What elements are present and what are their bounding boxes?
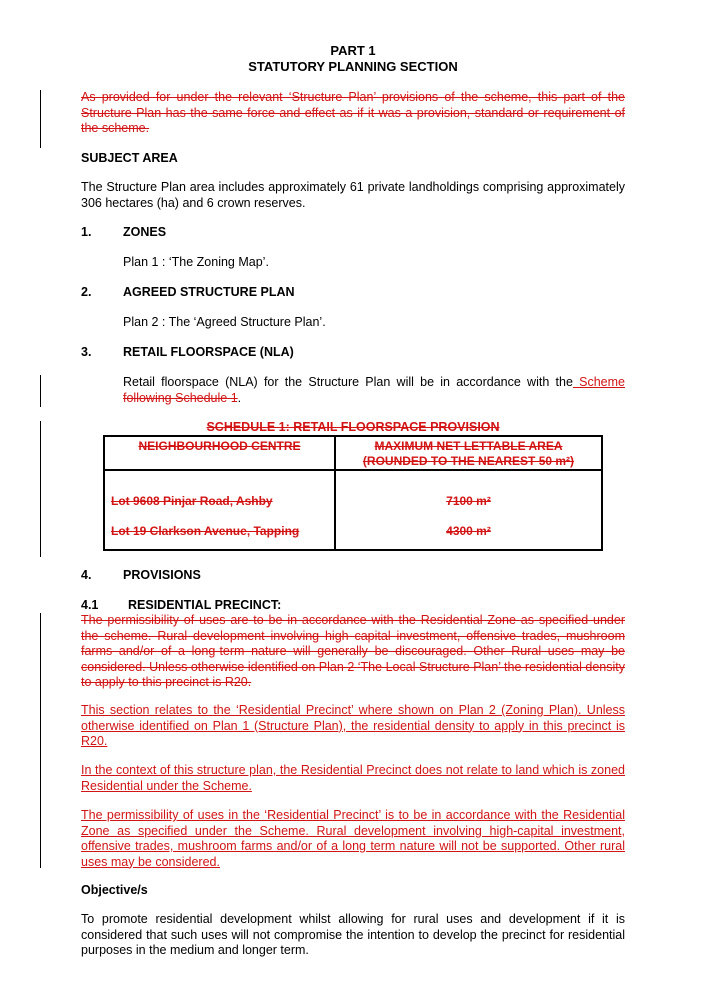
section-4-heading: PROVISIONS <box>123 568 201 582</box>
schedule-col2-header: MAXIMUM NET LETTABLE AREA (ROUNDED TO THE NEAREST 50 m²) <box>335 436 602 470</box>
section-2-number: 2. <box>81 285 92 299</box>
section-3-text-deleted: following Schedule 1 <box>123 390 238 405</box>
schedule-row-name: Lot 9608 Pinjar Road, Ashby <box>111 494 273 508</box>
section-4-1-heading: RESIDENTIAL PRECINCT: <box>128 598 282 612</box>
residential-deleted-paragraph: The permissibility of uses are to be in accordance with the Residential Zone as specified under the scheme. Rural development involving high capital investment, offensive trades, mushroom farms and/or of a long-term nature will generally be discouraged. Other Rural uses may be considered. Unless otherwise identified on Plan 2 ‘The Local Structure Plan’ the residential density to apply to this precinct is R20. <box>81 613 625 689</box>
schedule-row-area: 4300 m² <box>446 524 491 538</box>
schedule-title: SCHEDULE 1: RETAIL FLOORSPACE PROVISION <box>206 420 500 434</box>
part-title: PART 1 <box>330 43 376 58</box>
section-3-number: 3. <box>81 345 92 359</box>
subject-area-heading: SUBJECT AREA <box>81 151 178 165</box>
residential-inserted-paragraph-2: In the context of this structure plan, the Residential Precinct does not relate to land which is zoned Residential under the Scheme. <box>81 763 625 793</box>
change-bar <box>40 613 41 868</box>
objectives-text: To promote residential development whilst allowing for rural uses and development if it is considered that such uses will not compromise the intention to develop the precinct for residential purposes in the medium and longer term. <box>81 912 625 957</box>
schedule-centre-cell <box>104 470 335 550</box>
section-3-text-plain: Retail floorspace (NLA) for the Structure Plan will be in accordance with the <box>123 375 573 389</box>
schedule-table <box>103 435 603 551</box>
change-bar <box>40 375 41 407</box>
section-4-1-number: 4.1 <box>81 598 99 612</box>
section-2-text: Plan 2 : The ‘Agreed Structure Plan’. <box>123 315 326 329</box>
residential-inserted-paragraph-1: This section relates to the ‘Residential Precinct’ where shown on Plan 2 (Zoning Plan). Unless otherwise identified on Plan 1 (Structure Plan), the residential density to apply in this precinct is R20. <box>81 703 625 748</box>
schedule-row-name: Lot 19 Clarkson Avenue, Tapping <box>111 524 300 538</box>
change-bar <box>40 90 41 148</box>
section-4-number: 4. <box>81 568 92 582</box>
section-2-heading: AGREED STRUCTURE PLAN <box>123 285 295 299</box>
section-1-heading: ZONES <box>123 225 167 239</box>
section-3-text-inserted: Scheme <box>572 375 625 389</box>
intro-deleted-paragraph: As provided for under the relevant ‘Structure Plan’ provisions of the scheme, this part of the Structure Plan has the same force and effect as if it was a provision, standard or requirement of the scheme. <box>81 90 625 135</box>
subject-area-text: The Structure Plan area includes approximately 61 private landholdings comprising approximately 306 hectares (ha) and 6 crown reserves. <box>81 180 625 210</box>
change-bar <box>40 421 41 557</box>
schedule-col1-header: NEIGHBOURHOOD CENTRE <box>104 436 335 470</box>
schedule-area-cell <box>335 470 602 550</box>
section-1-number: 1. <box>81 225 92 239</box>
section-3-text-end: . <box>237 390 242 405</box>
section-3-text <box>123 375 625 406</box>
section-1-text: Plan 1 : ‘The Zoning Map’. <box>123 255 269 269</box>
objectives-heading: Objective/s <box>81 883 148 897</box>
schedule-row-area: 7100 m² <box>446 494 491 508</box>
page-title: STATUTORY PLANNING SECTION <box>248 59 458 74</box>
residential-inserted-paragraph-3: The permissibility of uses in the ‘Residential Precinct’ is to be in accordance with the Residential Zone as specified under the Scheme. Rural development involving high-capital investment, offensive trades, mushroom farms and/or of a long term nature will not be supported. Other rural uses may be considered. <box>81 808 625 869</box>
section-3-heading: RETAIL FLOORSPACE (NLA) <box>123 345 294 359</box>
